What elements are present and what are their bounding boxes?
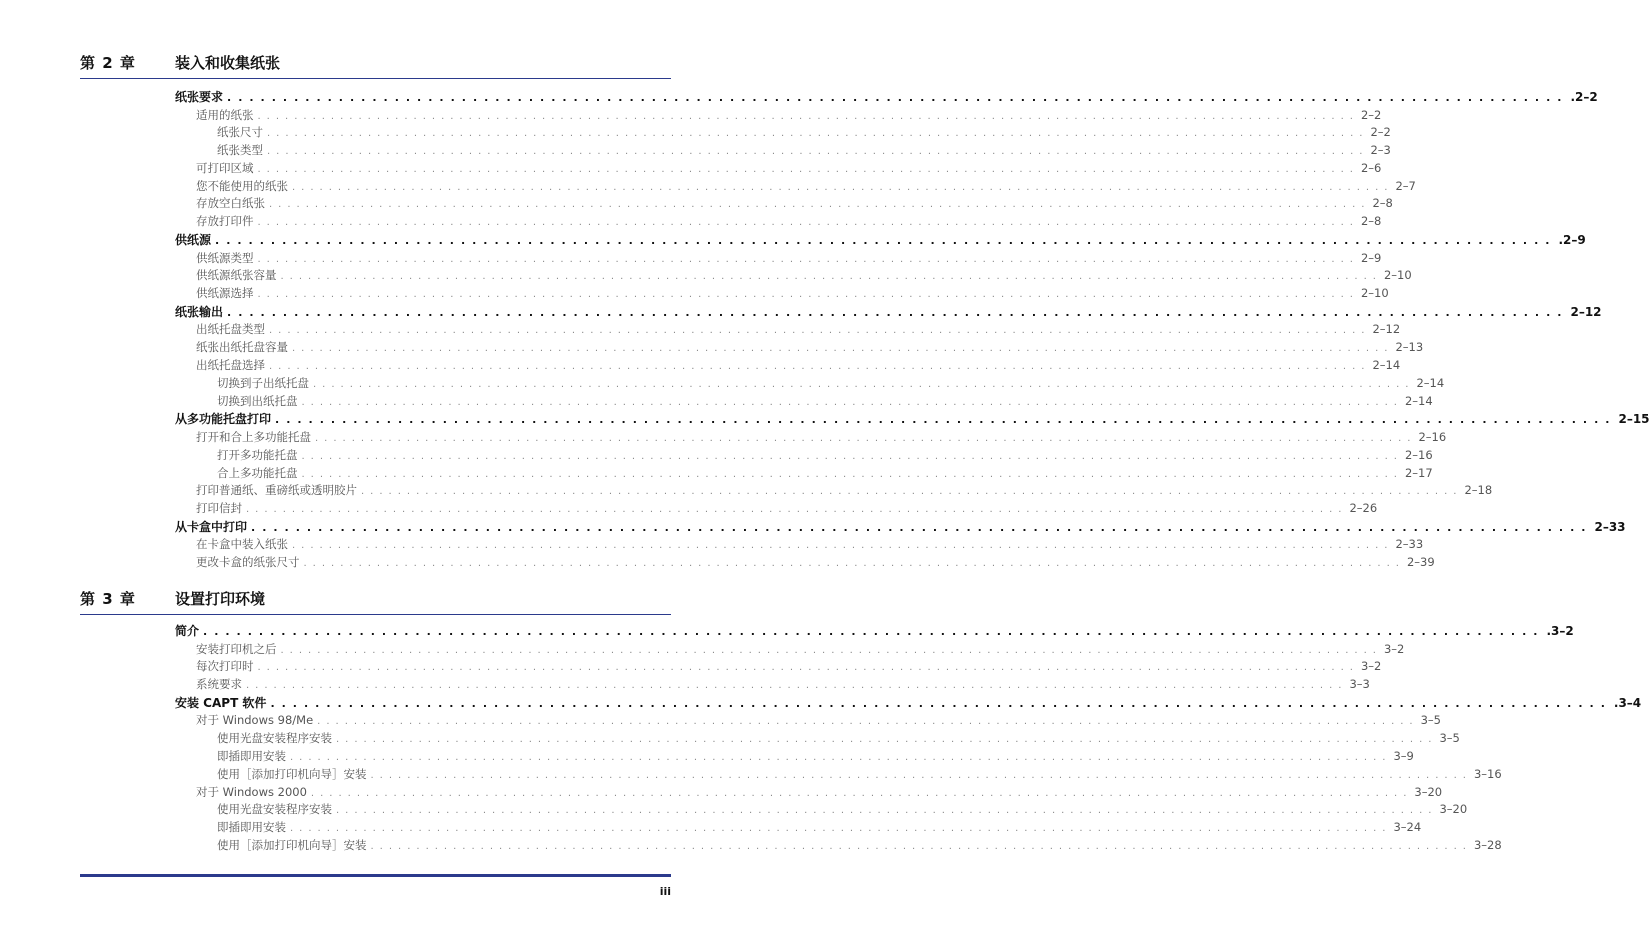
toc-entry-label: 打印信封 xyxy=(196,501,242,516)
toc-entry[interactable] xyxy=(175,178,1416,196)
toc-entry-label: 您不能使用的纸张 xyxy=(196,178,288,193)
dot-leader: ........................................................................................................................ xyxy=(269,199,1371,211)
toc-entry-label: 对于 Windows 98/Me xyxy=(196,713,314,728)
toc-entry[interactable] xyxy=(175,837,1502,855)
toc-entry-page: 2–15 xyxy=(1618,412,1650,427)
toc-entry-page: 2–7 xyxy=(1395,178,1416,193)
toc-entry-page: .3–2 xyxy=(1546,624,1574,638)
toc-entry[interactable] xyxy=(175,748,1414,766)
toc-entry-label: 供纸源选择 xyxy=(196,286,254,301)
toc-entry-page: 2–2 xyxy=(1370,125,1391,140)
toc-entry-label: 安装打印机之后 xyxy=(196,641,277,656)
toc-entry[interactable] xyxy=(175,730,1460,748)
toc-entry-label: 打印普通纸、重磅纸或透明胶片 xyxy=(196,483,357,498)
toc-entry-page: 2–9 xyxy=(1360,250,1382,265)
dot-leader: ........................................................................................................................ xyxy=(267,128,1369,140)
toc-entry-page: 2–14 xyxy=(1416,375,1445,390)
chapter-number: 第 3 章 xyxy=(80,590,136,608)
toc-entry[interactable] xyxy=(175,500,1378,518)
toc-entry-page: 3–5 xyxy=(1439,731,1460,746)
dot-leader: ........................................................................................................................ xyxy=(370,769,1472,781)
dot-leader: ........................................................................................................................ xyxy=(269,361,1371,373)
dot-leader: ........................................................................................................................ xyxy=(280,644,1382,656)
toc-entry-label: 打开和合上多功能托盘 xyxy=(196,429,311,444)
toc-entry-label: 在卡盒中装入纸张 xyxy=(196,537,288,552)
toc-entry[interactable] xyxy=(175,321,1401,339)
toc-entry[interactable] xyxy=(175,267,1412,285)
toc-entry-label: 安装 CAPT 软件 xyxy=(175,695,267,710)
toc-entry[interactable] xyxy=(175,694,1642,713)
toc-entry-page: 2–16 xyxy=(1404,447,1433,462)
chapter-2-toc xyxy=(175,88,1650,572)
toc-entry-page: 2–2 xyxy=(1360,107,1382,122)
toc-entry-page: 2–39 xyxy=(1406,555,1435,570)
toc-entry-page: 2–12 xyxy=(1372,322,1401,337)
toc-entry-page: 2–14 xyxy=(1404,393,1433,408)
toc-entry-page: 3–9 xyxy=(1393,748,1414,763)
dot-leader: ........................................................................................................................ xyxy=(317,716,1419,728)
toc-entry[interactable] xyxy=(175,658,1382,676)
toc-entry-label: 切换到出纸托盘 xyxy=(217,393,298,408)
toc-entry[interactable] xyxy=(175,213,1382,231)
toc-entry-page: 2–12 xyxy=(1570,304,1602,319)
toc-entry-page: .2–2 xyxy=(1570,90,1598,104)
toc-entry-page: 2–33 xyxy=(1395,537,1424,552)
toc-entry-page: 2–13 xyxy=(1395,340,1424,355)
toc-entry-page: 3–16 xyxy=(1473,766,1502,781)
toc-entry[interactable] xyxy=(175,303,1602,322)
toc-entry-label: 合上多功能托盘 xyxy=(217,465,298,480)
toc-entry-label: 纸张要求 xyxy=(175,90,224,104)
dot-leader: ........................................................................................................................ xyxy=(336,805,1438,817)
toc-entry-label: 供纸源纸张容量 xyxy=(196,268,277,283)
footer-rule xyxy=(80,874,671,877)
dot-leader: ........................................................................................................................ xyxy=(251,520,1593,534)
toc-entry[interactable] xyxy=(175,410,1650,429)
dot-leader: ........................................................................................................................ xyxy=(315,432,1417,444)
toc-entry[interactable] xyxy=(175,393,1433,411)
toc-entry-label: 出纸托盘类型 xyxy=(196,322,265,337)
toc-entry-label: 存放打印件 xyxy=(196,214,254,229)
toc-entry[interactable] xyxy=(175,622,1574,641)
toc-entry-page: 3–20 xyxy=(1439,802,1468,817)
dot-leader: ........................................................................................................................ xyxy=(203,625,1545,638)
toc-entry-label: 纸张类型 xyxy=(217,143,263,158)
toc-entry-label: 使用［添加打印机向导］安装 xyxy=(217,766,367,781)
toc-entry[interactable] xyxy=(175,784,1443,802)
toc-entry-label: 每次打印时 xyxy=(196,659,254,674)
toc-entry[interactable] xyxy=(175,641,1405,659)
dot-leader: ........................................................................................................................ xyxy=(313,378,1415,390)
toc-entry[interactable] xyxy=(175,88,1598,107)
toc-entry-page: 3–2 xyxy=(1383,641,1405,656)
dot-leader: ........................................................................................................................ xyxy=(257,110,1359,122)
chapter-2-heading xyxy=(80,52,671,79)
toc-entry-page: .2–9 xyxy=(1558,233,1586,248)
toc-entry-page: 2–14 xyxy=(1372,358,1401,373)
dot-leader: ........................................................................................................................ xyxy=(301,396,1403,408)
dot-leader: ........................................................................................................................ xyxy=(303,558,1405,570)
dot-leader: ........................................................................................................................ xyxy=(361,486,1463,498)
toc-entry-label: 出纸托盘选择 xyxy=(196,358,265,373)
toc-entry[interactable] xyxy=(175,766,1502,784)
dot-leader: ........................................................................................................................ xyxy=(370,840,1472,852)
toc-entry[interactable] xyxy=(175,357,1401,375)
toc-entry-page: 2–17 xyxy=(1404,465,1433,480)
toc-entry-page: 2–16 xyxy=(1418,429,1447,444)
dot-leader: ........................................................................................................................ xyxy=(270,696,1612,710)
toc-entry-label: 即插即用安装 xyxy=(217,748,286,763)
dot-leader: ........................................................................................................................ xyxy=(301,468,1403,480)
toc-entry-page: 2–8 xyxy=(1372,196,1393,211)
toc-entry-page: 2–10 xyxy=(1383,268,1412,283)
toc-entry-label: 使用［添加打印机向导］安装 xyxy=(217,837,367,852)
chapter-number: 第 2 章 xyxy=(80,54,136,72)
dot-leader: ........................................................................................................................ xyxy=(336,734,1438,746)
dot-leader: ........................................................................................................................ xyxy=(246,504,1348,516)
toc-entry[interactable] xyxy=(175,195,1393,213)
chapter-title: 设置打印环境 xyxy=(175,590,266,608)
toc-entry-label: 使用光盘安装程序安装 xyxy=(217,731,332,746)
toc-entry-label: 纸张输出 xyxy=(175,304,224,319)
dot-leader: ........................................................................................................................ xyxy=(246,680,1348,692)
toc-entry[interactable] xyxy=(175,429,1447,447)
dot-leader: ........................................................................................................................ xyxy=(290,751,1392,763)
toc-entry-label: 更改卡盒的纸张尺寸 xyxy=(196,555,300,570)
toc-entry-page: 2–6 xyxy=(1360,160,1382,175)
toc-entry-label: 纸张出纸托盘容量 xyxy=(196,340,288,355)
toc-entry[interactable] xyxy=(175,231,1586,250)
toc-entry-page: 3–20 xyxy=(1414,784,1443,799)
toc-entry[interactable] xyxy=(175,375,1445,393)
toc-entry[interactable] xyxy=(175,536,1424,554)
toc-entry[interactable] xyxy=(175,482,1493,500)
toc-entry-page: 2–3 xyxy=(1370,143,1391,158)
toc-entry[interactable] xyxy=(175,518,1626,537)
toc-entry[interactable] xyxy=(175,676,1370,694)
toc-entry-label: 纸张尺寸 xyxy=(217,125,263,140)
toc-entry-label: 从多功能托盘打印 xyxy=(175,412,272,427)
toc-entry-page: 2–33 xyxy=(1594,519,1626,534)
toc-entry-page: 2–26 xyxy=(1349,501,1378,516)
toc-entry[interactable] xyxy=(175,339,1424,357)
toc-entry-label: 系统要求 xyxy=(196,677,242,692)
page-number: iii xyxy=(659,885,671,898)
toc-entry[interactable] xyxy=(175,819,1422,837)
toc-entry-page: 3–3 xyxy=(1349,677,1370,692)
dot-leader: ........................................................................................................................ xyxy=(280,271,1382,283)
toc-entry[interactable] xyxy=(175,160,1382,178)
toc-entry-label: 使用光盘安装程序安装 xyxy=(217,802,332,817)
toc-entry[interactable] xyxy=(175,107,1382,125)
toc-entry[interactable] xyxy=(175,554,1435,572)
dot-leader: ........................................................................................................................ xyxy=(290,823,1392,835)
dot-leader: ........................................................................................................................ xyxy=(275,413,1617,427)
toc-entry-page: 3–24 xyxy=(1393,820,1422,835)
toc-entry-page: 3–5 xyxy=(1420,713,1441,728)
dot-leader: ........................................................................................................................ xyxy=(269,325,1371,337)
toc-entry-label: 供纸源 xyxy=(175,233,212,248)
dot-leader: ........................................................................................................................ xyxy=(301,450,1403,462)
dot-leader: ........................................................................................................................ xyxy=(292,343,1394,355)
toc-entry-label: 从卡盒中打印 xyxy=(175,519,248,534)
toc-entry-label: 可打印区域 xyxy=(196,160,254,175)
toc-entry[interactable] xyxy=(175,142,1391,160)
toc-entry[interactable] xyxy=(175,250,1382,268)
toc-entry[interactable] xyxy=(175,285,1389,303)
toc-entry[interactable] xyxy=(175,465,1433,483)
toc-entry-label: 打开多功能托盘 xyxy=(217,447,298,462)
toc-entry-label: 适用的纸张 xyxy=(196,107,254,122)
toc-entry-label: 切换到子出纸托盘 xyxy=(217,375,309,390)
dot-leader: ........................................................................................................................ xyxy=(257,289,1359,301)
toc-entry-page: 3–2 xyxy=(1360,659,1382,674)
toc-entry-page: 3–28 xyxy=(1473,837,1502,852)
dot-leader: ........................................................................................................................ xyxy=(227,305,1569,319)
toc-entry[interactable] xyxy=(175,124,1391,142)
dot-leader: ........................................................................................................................ xyxy=(267,146,1369,158)
toc-entry-page: .3–4 xyxy=(1613,695,1642,710)
dot-leader: ........................................................................................................................ xyxy=(227,91,1569,104)
chapter-3-toc xyxy=(175,622,1642,855)
dot-leader: ........................................................................................................................ xyxy=(257,662,1359,674)
toc-entry-page: 2–10 xyxy=(1360,286,1389,301)
toc-entry[interactable] xyxy=(175,801,1468,819)
toc-entry[interactable] xyxy=(175,712,1441,730)
toc-entry[interactable] xyxy=(175,447,1433,465)
toc-entry-label: 对于 Windows 2000 xyxy=(196,784,307,799)
dot-leader: ........................................................................................................................ xyxy=(215,234,1557,248)
dot-leader: ........................................................................................................................ xyxy=(310,787,1413,799)
toc-entry-page: 2–18 xyxy=(1464,483,1493,498)
dot-leader: ........................................................................................................................ xyxy=(257,217,1359,229)
toc-entry-label: 即插即用安装 xyxy=(217,820,286,835)
dot-leader: ........................................................................................................................ xyxy=(257,163,1359,175)
toc-entry-page: 2–8 xyxy=(1360,214,1382,229)
dot-leader: ........................................................................................................................ xyxy=(257,253,1359,265)
toc-entry-label: 供纸源类型 xyxy=(196,250,254,265)
toc-entry-label: 存放空白纸张 xyxy=(196,196,265,211)
toc-entry-label: 简介 xyxy=(175,624,200,638)
dot-leader: ........................................................................................................................ xyxy=(292,181,1394,193)
dot-leader: ........................................................................................................................ xyxy=(292,540,1394,552)
chapter-3-heading xyxy=(80,588,671,615)
chapter-title: 装入和收集纸张 xyxy=(175,54,281,72)
